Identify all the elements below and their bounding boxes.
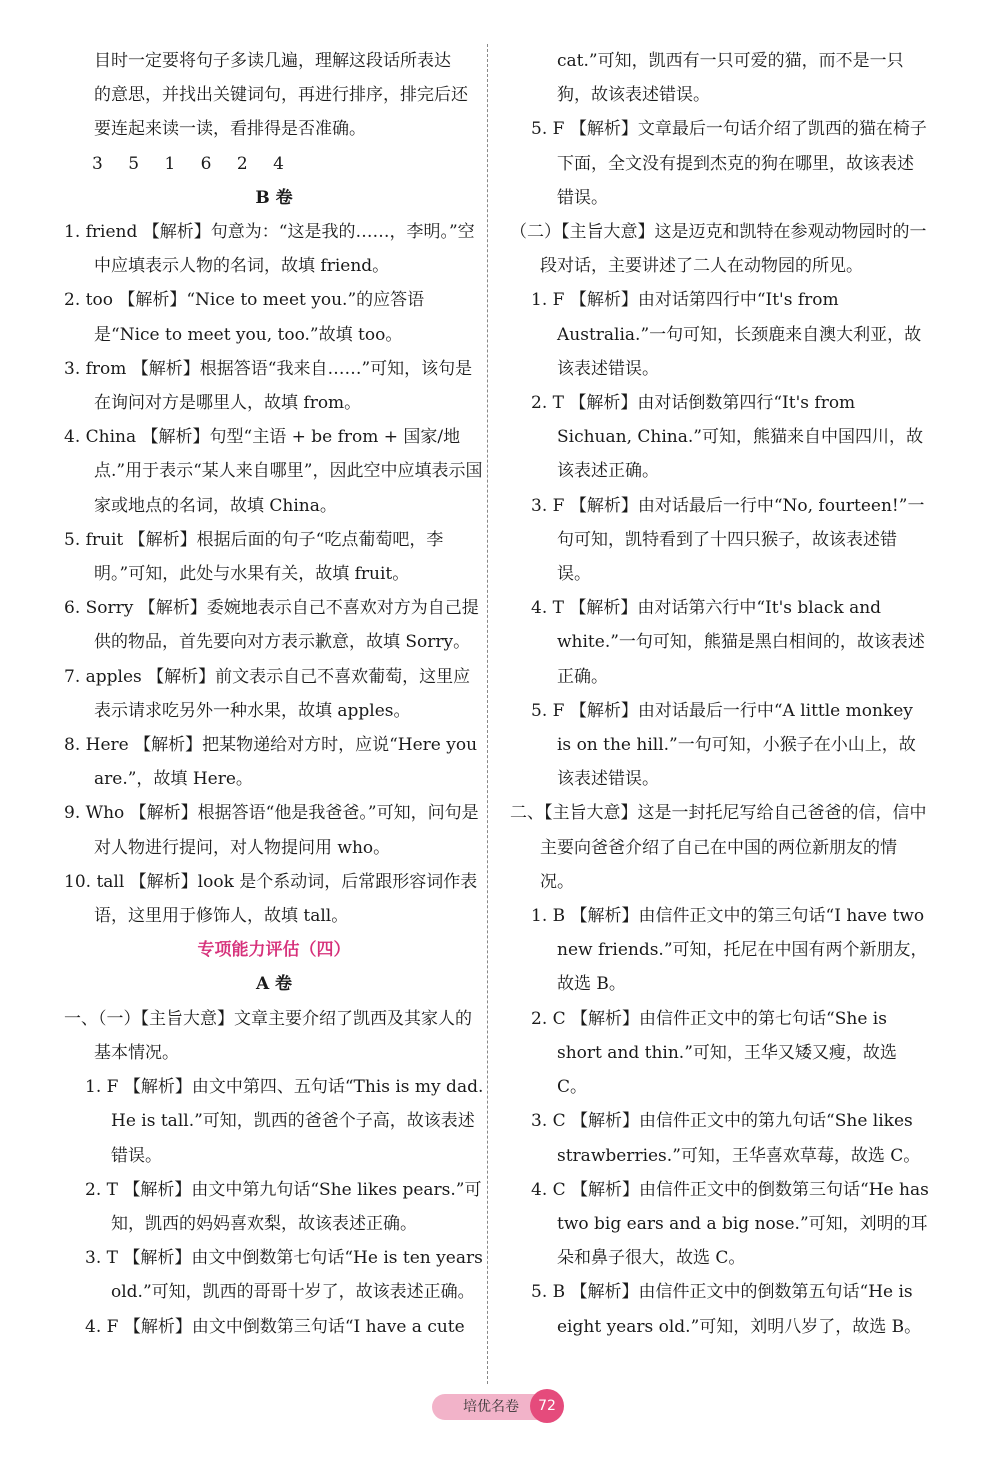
right-paragraph: 5. F 【解析】文章最后一句话介绍了凯西的猫在椅子下面，全文没有提到杰克的狗在哪里，故该表述错误。 [531,119,927,208]
right-paragraph: （二）【主旨大意】这是迈克和凯特在参观动物园时的一段对话，主要讲述了二人在动物园的所见。 [510,222,927,277]
right-paragraph: 1. F 【解析】由对话第四行中“It's from Australia.”一句可知，长颈鹿来自澳大利亚，故该表述错误。 [531,290,922,379]
left-paragraph: 2. too 【解析】“Nice to meet you.”的应答语是“Nice to meet you, too.”故填 too。 [64,290,425,345]
left-paragraph: 要连起来读一读，看排得是否准确。 [94,119,366,140]
right-paragraph: 3. F 【解析】由对话最后一行中“No, fourteen!”一句可知，凯特看到了十四只猴子，故该表述错误。 [531,495,925,585]
right-paragraph: 2. C 【解析】由信件正文中的第七句话“She is short and thin.”可知，王华又矮又瘦，故选 C。 [531,1008,897,1098]
left-paragraph: 1. F 【解析】由文中第四、五句话“This is my dad. He is tall.”可知，凯西的爸爸个子高，故该表述错误。 [85,1077,484,1166]
left-paragraph: 4. F 【解析】由文中倒数第三句话“I have a cute [85,1316,465,1337]
right-paragraph: 3. C 【解析】由信件正文中的第九句话“She likes strawberries.”可知，王华喜欢草莓，故选 C。 [531,1111,921,1166]
left-paragraph: 专项能力评估（四） [197,940,351,961]
left-paragraph: 3 5 1 6 2 4 [92,153,294,174]
left-paragraph: A 卷 [255,974,293,995]
left-paragraph: 3. T 【解析】由文中倒数第七句话“He is ten years old.”可知，凯西的哥哥十岁了，故该表述正确。 [85,1248,483,1303]
right-column [510,44,930,1344]
column-divider [487,44,488,1384]
left-paragraph: 3. from 【解析】根据答语“我来自……”可知，该句是在询问对方是哪里人，故填 from。 [64,358,473,414]
left-paragraph: 7. apples 【解析】前文表示自己不喜欢葡萄，这里应表示请求吃另外一种水果，故填 apples。 [64,666,471,721]
left-paragraph: 10. tall 【解析】look 是个系动词，后常跟形容词作表语，这里用于修饰人，故填 tall。 [64,871,478,927]
left-paragraph: 9. Who 【解析】根据答语“他是我爸爸。”可知，问句是对人物进行提问，对人物提问用 who。 [64,803,479,858]
left-paragraph: 2. T 【解析】由文中第九句话“She likes pears.”可知，凯西的妈妈喜欢梨，故该表述正确。 [85,1179,482,1234]
page-footer [432,1388,572,1424]
book-title-badge: 培优名卷 [432,1394,550,1420]
left-paragraph: 1. friend 【解析】句意为：“这是我的……，李明。”空中应填表示人物的名词，故填 friend。 [64,222,475,277]
right-paragraph: 狗，故该表述错误。 [557,85,710,106]
right-paragraph: 二、【主旨大意】这是一封托尼写给自己爸爸的信，信中主要向爸爸介绍了自己在中国的两位新朋友的情况。 [510,803,927,892]
right-paragraph: 1. B 【解析】由信件正文中的第三句话“I have two new friends.”可知，托尼在中国有两个新朋友，故选 B。 [531,906,928,995]
right-paragraph: 2. T 【解析】由对话倒数第四行“It's from Sichuan, China.”可知，熊猫来自中国四川，故该表述正确。 [531,393,923,482]
right-paragraph: 5. F 【解析】由对话最后一行中“A little monkey is on the hill.”一句可知，小猴子在小山上，故该表述错误。 [531,700,916,790]
left-paragraph: 5. fruit 【解析】根据后面的句子“吃点葡萄吧，李明。”可知，此处与水果有关，故填 fruit。 [64,529,444,585]
page-number: 72 [530,1389,564,1423]
left-paragraph: 8. Here 【解析】把某物递给对方时，应说“Here you are.”，故填 Here。 [64,735,478,790]
right-paragraph: 5. B 【解析】由信件正文中的倒数第五句话“He is eight years old.”可知，刘明八岁了，故选 B。 [531,1282,922,1337]
right-paragraph: 4. C 【解析】由信件正文中的倒数第三句话“He has two big ears and a big nose.”可知，刘明的耳朵和鼻子很大，故选 C。 [531,1179,929,1269]
left-paragraph: 6. Sorry 【解析】委婉地表示自己不喜欢对方为自己提供的物品，首先要向对方表示歉意，故填 Sorry。 [64,598,479,653]
right-paragraph: 4. T 【解析】由对话第六行中“It's black and white.”一句可知，熊猫是黑白相间的，故该表述正确。 [531,598,925,687]
left-paragraph: 目时一定要将句子多读几遍，理解这段话所表达 [94,51,451,71]
left-paragraph: 4. China 【解析】句型“主语 + be from + 国家/地点.”用于表示“某人来自哪里”，因此空中应填表示国家或地点的名词，故填 China。 [64,427,483,516]
right-paragraph: cat.”可知，凯西有一只可爱的猫，而不是一只 [557,51,904,71]
left-column [64,44,484,1344]
left-paragraph: B 卷 [255,187,293,208]
left-paragraph: 的意思，并找出关键词句，再进行排序，排完后还 [94,85,468,106]
left-paragraph: 一、（一）【主旨大意】文章主要介绍了凯西及其家人的基本情况。 [64,1008,472,1063]
